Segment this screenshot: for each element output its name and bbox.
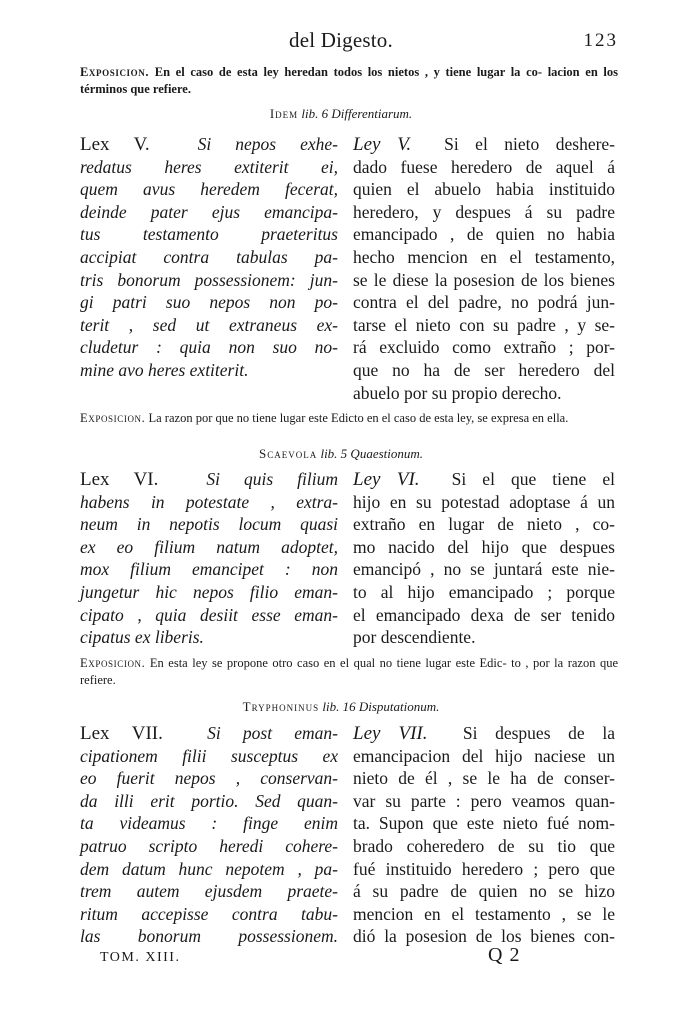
page-number: 123 — [583, 30, 618, 51]
exposicion-1 — [80, 64, 618, 98]
spanish-line: emancipó , no se juntará este nie- — [353, 559, 615, 580]
spanish-line: el emancipado dexa de ser tenido — [353, 604, 615, 625]
ley-vi-spanish — [353, 468, 615, 649]
lex-label: Lex V. — [80, 134, 150, 155]
exposicion-text-line: se expresa en ella. — [477, 411, 569, 425]
source-work: lib. 16 Disputationum. — [322, 699, 440, 714]
spanish-line: se le diese la posesion de los bienes — [353, 269, 615, 290]
latin-line: ta videamus : finge enim — [80, 813, 338, 834]
latin-line: terit , sed ut extraneus ex- — [80, 314, 338, 335]
spanish-line: á su padre de quien no se hizo — [353, 881, 615, 902]
exposicion-lead: Exposicion. — [80, 411, 146, 425]
spanish-line: brado coheredero de su tio que — [353, 835, 615, 856]
spanish-line: ta. Supon que este nieto fué nom- — [353, 813, 615, 834]
spanish-line: abuelo por su propio derecho. — [353, 382, 562, 403]
latin-line: cludetur : quia non suo no- — [80, 337, 338, 358]
spanish-line: dió la posesion de los bienes con- — [353, 926, 615, 947]
spanish-line: quien el abuelo habia instituido — [353, 179, 615, 200]
spanish-line: contra el del padre, no podrá jun- — [353, 292, 615, 313]
latin-line: habens in potestate , extra- — [80, 491, 338, 512]
exposicion-lead: Exposicion. — [80, 656, 146, 670]
latin-line: gi patri suo nepos non po- — [80, 292, 338, 313]
spanish-line: to al hijo emancipado ; porque — [353, 581, 615, 602]
source-citation-1 — [0, 106, 682, 122]
exposicion-2 — [80, 410, 618, 427]
source-work: lib. 6 Differentiarum. — [301, 106, 413, 121]
spanish-line: emancipacion del hijo naciese un — [353, 745, 615, 766]
exposicion-text-line: La razon por que no tiene lugar este Edicto en el caso de esta ley, — [148, 411, 475, 425]
spanish-line: fué instituido heredero ; pero que — [353, 858, 615, 879]
exposicion-3 — [80, 655, 618, 689]
latin-line: tus testamento praeteritus — [80, 224, 338, 245]
latin-line: mine avo heres extiterit. — [80, 359, 249, 380]
latin-line: ritum accepisse contra tabu- — [80, 903, 338, 924]
latin-line: Si nepos exhe- — [197, 134, 338, 154]
spanish-line: Si el que tiene el — [451, 469, 615, 489]
exposicion-lead: Exposicion. — [80, 65, 150, 79]
latin-line: da illi erit portio. Sed quan- — [80, 790, 338, 811]
source-author: Tryphoninus — [242, 699, 320, 714]
page-header — [0, 28, 682, 58]
spanish-line: var su parte : pero veamos quan- — [353, 790, 615, 811]
latin-line: ex eo filium natum adoptet, — [80, 536, 338, 557]
spanish-line: emancipado , de quien no habia — [353, 224, 615, 245]
lex-vi-latin — [80, 468, 338, 649]
ley-label: Ley VII. — [353, 723, 428, 744]
latin-line: cipatus ex liberis. — [80, 627, 204, 648]
spanish-line: tarse el nieto con su padre , y se- — [353, 314, 615, 335]
latin-line: Si post eman- — [207, 723, 338, 743]
source-author: Scaevola — [258, 446, 318, 461]
exposicion-text-line: to , por la razon que refiere. — [80, 656, 619, 687]
ley-label: Ley V. — [353, 134, 412, 155]
spanish-line: extraño en lugar de nieto , co- — [353, 514, 615, 535]
source-author: Idem — [269, 106, 299, 121]
spanish-line: mencion en el testamento , se le — [353, 903, 615, 924]
spanish-line: hecho mencion en el testamento, — [353, 246, 615, 267]
latin-line: trem autem ejusdem praete- — [80, 881, 338, 902]
lex-label: Lex VI. — [80, 469, 159, 490]
latin-line: Si quis filium — [206, 469, 338, 489]
exposicion-text-line: En esta ley se propone otro caso en el qual no tiene lugar este Edic- — [149, 656, 507, 670]
spanish-line: rá excluido como extraño ; por- — [353, 337, 615, 358]
spanish-line: dado fuese heredero de aquel á — [353, 156, 615, 177]
spanish-line: por descendiente. — [353, 627, 476, 648]
latin-line: cipato , quia desiit esse eman- — [80, 604, 338, 625]
ley-label: Ley VI. — [353, 469, 420, 490]
latin-line: tris bonorum possessionem: jun- — [80, 269, 338, 290]
latin-line: eo fuerit nepos , conservan- — [80, 768, 338, 789]
latin-line: patruo scripto heredi cohere- — [80, 835, 338, 856]
spanish-line: Si despues de la — [462, 723, 615, 743]
source-citation-2 — [0, 446, 682, 462]
latin-line: deinde pater ejus emancipa- — [80, 201, 338, 222]
latin-line: redatus heres extiterit ei, — [80, 156, 338, 177]
latin-line: quem avus heredem fecerat, — [80, 179, 338, 200]
spanish-line: heredero, y despues á su padre — [353, 201, 615, 222]
ley-v-spanish — [353, 133, 615, 404]
spanish-line: hijo en su potestad adoptase á un — [353, 491, 615, 512]
source-citation-3 — [0, 699, 682, 715]
exposicion-text-line: En el caso de esta ley heredan todos los nietos , y tiene lugar la co- — [154, 65, 543, 79]
latin-line: dem datum hunc nepotem , pa- — [80, 858, 338, 879]
gathering-signature: Q 2 — [488, 944, 521, 966]
spanish-line: Si el nieto deshere- — [444, 134, 616, 154]
spanish-line: mo nacido del hijo que despues — [353, 536, 615, 557]
spanish-line: nieto de él , se le ha de conser- — [353, 768, 615, 789]
latin-line: mox filium emancipet : non — [80, 559, 338, 580]
latin-line: accipiat contra tabulas pa- — [80, 246, 338, 267]
latin-line: las bonorum possessionem. — [80, 926, 338, 947]
latin-line: neum in nepotis locum quasi — [80, 514, 338, 535]
lex-vii-latin — [80, 722, 338, 948]
lex-label: Lex VII. — [80, 723, 163, 744]
exposicion-text-line: lacion en los términos que refiere. — [80, 65, 619, 96]
lex-v-latin — [80, 133, 338, 382]
source-work: lib. 5 Quaestionum. — [320, 446, 424, 461]
spanish-line: que no ha de ser heredero del — [353, 359, 615, 380]
volume-signature: TOM. XIII. — [100, 950, 181, 965]
running-title: del Digesto. — [289, 28, 393, 52]
latin-line: cipationem filii susceptus ex — [80, 745, 338, 766]
ley-vii-spanish — [353, 722, 615, 948]
latin-line: jungetur hic nepos filio eman- — [80, 581, 338, 602]
